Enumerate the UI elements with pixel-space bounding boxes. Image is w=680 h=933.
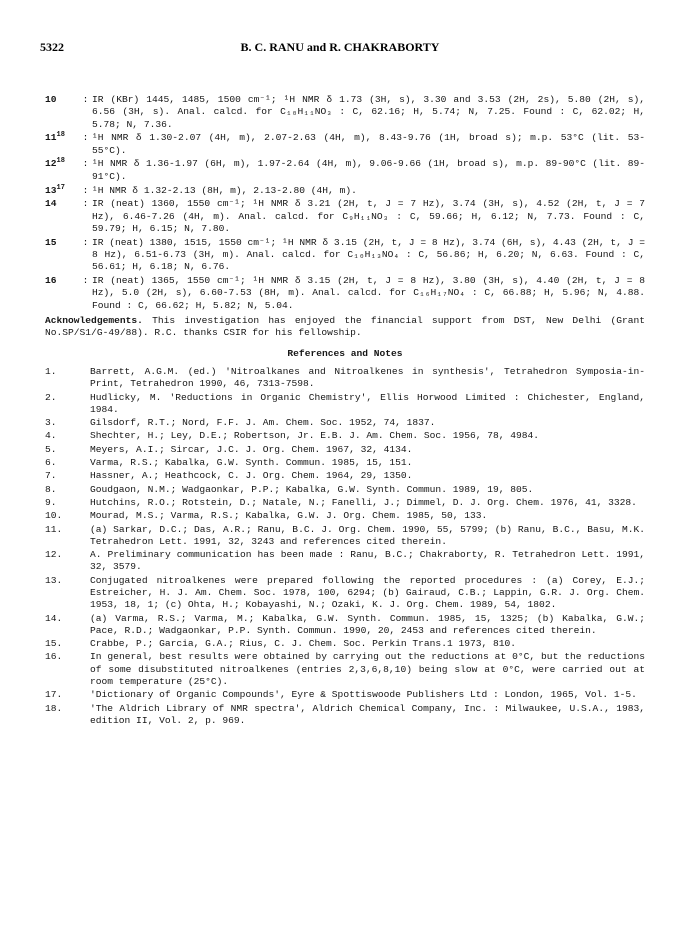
entry-colon: : bbox=[82, 184, 89, 196]
compound-number bbox=[45, 94, 79, 131]
page-content bbox=[45, 94, 645, 728]
references-heading: References and Notes bbox=[287, 347, 403, 359]
reference-item bbox=[45, 638, 645, 650]
reference-superscript: 17 bbox=[56, 183, 65, 192]
compound-number bbox=[45, 158, 79, 183]
reference-text: 'The Aldrich Library of NMR spectra', Aldrich Chemical Company, Inc. : Milwaukee, U.S.A., 1983, edition II, Vol. 2, p. 969. bbox=[90, 702, 645, 726]
reference-number: 11. bbox=[45, 523, 63, 535]
reference-text: A. Preliminary communication has been made : Ranu, B.C.; Chakraborty, R. Tetrahedron Lett. 1991, 32, 3579. bbox=[90, 549, 645, 573]
compound-number bbox=[45, 185, 79, 197]
compound-spectral-data: ¹H NMR δ 1.30-2.07 (4H, m), 2.07-2.63 (4H, m), 8.43-9.76 (1H, broad s); m.p. 53°C (lit. 53-55°C). bbox=[92, 132, 645, 156]
entry-colon: : bbox=[82, 132, 89, 144]
reference-text: 'Dictionary of Organic Compounds', Eyre & Spottiswoode Publishers Ltd : London, 1965, Vol. 1-5. bbox=[90, 689, 637, 701]
compound-entry bbox=[45, 132, 645, 157]
reference-number: 18. bbox=[45, 702, 63, 714]
reference-item bbox=[45, 470, 645, 482]
reference-item bbox=[45, 575, 645, 612]
entry-colon: : bbox=[82, 198, 89, 210]
reference-item bbox=[45, 484, 645, 496]
reference-number: 15. bbox=[45, 638, 63, 650]
acknowledgements-label: Acknowledgements. bbox=[45, 315, 143, 327]
acknowledgements-text: This investigation has enjoyed the financial support from DST, New Delhi (Grant No.SP/S1/G-49/88). R.C. thanks CSIR for his fellowship. bbox=[45, 315, 645, 339]
entry-colon: : bbox=[82, 275, 89, 287]
reference-text: Hutchins, R.O.; Rotstein, D.; Natale, N.; Fanelli, J.; Dimmel, D. J. Org. Chem. 1976, 41, 3328. bbox=[90, 496, 637, 508]
reference-item bbox=[45, 524, 645, 549]
reference-number: 17. bbox=[45, 689, 63, 701]
reference-number: 16. bbox=[45, 651, 63, 663]
compound-entry bbox=[45, 94, 645, 131]
reference-item bbox=[45, 689, 645, 701]
compound-number bbox=[45, 237, 79, 274]
compound-spectral-data: IR (KBr) 1445, 1485, 1500 cm⁻¹; ¹H NMR δ 1.73 (3H, s), 3.30 and 3.53 (2H, 2s), 5.80 (2H, s), 6.56 (3H, s). Anal. calcd. for C₁₀H₁₁NO₃ : C, 62.16; H, 5.74; N, 7.25. Found : C, 62.02; H, 5.78; N, 7.36. bbox=[92, 94, 645, 130]
reference-text: Meyers, A.I.; Sircar, J.C. J. Org. Chem. 1967, 32, 4134. bbox=[90, 443, 413, 455]
entry-colon: : bbox=[82, 94, 89, 105]
reference-text: Hudlicky, M. 'Reductions in Organic Chemistry', Ellis Horwood Limited : Chichester, England, 1984. bbox=[90, 391, 645, 415]
reference-item bbox=[45, 392, 645, 417]
reference-number: 1. bbox=[45, 365, 57, 377]
reference-item bbox=[45, 703, 645, 728]
reference-item bbox=[45, 497, 645, 509]
entry-colon: : bbox=[82, 236, 89, 248]
compound-spectral-data: IR (neat) 1380, 1515, 1550 cm⁻¹; ¹H NMR δ 3.15 (2H, t, J = 8 Hz), 3.74 (6H, s), 4.43 (2H, t, J = 8 Hz), 6.51-6.73 (3H, m). Anal. calcd. for C₁₀H₁₃NO₄ : C, 56.86; H, 6.20; N, 6.63. Found : C, 56.61; H, 6.18; N, 6.76. bbox=[92, 236, 645, 273]
reference-number: 4. bbox=[45, 430, 57, 442]
compound-entry bbox=[45, 158, 645, 183]
reference-item bbox=[45, 366, 645, 391]
reference-text: In general, best results were obtained by carrying out the reductions at 0°C, but the reductions of some disubstituted nitroalkenes (entries 2,3,6,8,10) being slow at 0°C, were carried out at room temperature (25°C). bbox=[90, 651, 645, 688]
page-number: 5322 bbox=[40, 40, 64, 54]
compound-spectral-data: ¹H NMR δ 1.36-1.97 (6H, m), 1.97-2.64 (4H, m), 9.06-9.66 (1H, broad s), m.p. 89-90°C (lit. 89-91°C). bbox=[92, 158, 645, 182]
compound-spectral-data: IR (neat) 1360, 1550 cm⁻¹; ¹H NMR δ 3.21 (2H, t, J = 7 Hz), 3.74 (3H, s), 4.52 (2H, t, J = 7 Hz), 6.46-7.26 (4H, m). Anal. calcd. for C₉H₁₁NO₃ : C, 59.66; H, 6.12; N, 7.73. Found : C, 59.79; H, 6.15; N, 7.80. bbox=[92, 198, 645, 234]
compound-entry bbox=[45, 185, 645, 197]
reference-number: 9. bbox=[45, 496, 57, 508]
reference-number: 7. bbox=[45, 470, 57, 482]
compound-number bbox=[45, 132, 79, 157]
acknowledgements bbox=[45, 315, 645, 340]
compound-number-text: 12 bbox=[45, 158, 57, 170]
reference-text: Crabbe, P.; Garcia, G.A.; Rius, C. J. Chem. Soc. Perkin Trans.1 1973, 810. bbox=[90, 638, 517, 650]
compound-spectral-data: ¹H NMR δ 1.32-2.13 (8H, m), 2.13-2.80 (4H, m). bbox=[92, 184, 357, 196]
reference-number: 6. bbox=[45, 457, 57, 469]
compound-data-list bbox=[45, 94, 645, 312]
reference-number: 8. bbox=[45, 483, 57, 495]
reference-number: 3. bbox=[45, 417, 57, 429]
reference-text: Hassner, A.; Heathcock, C. J. Org. Chem. 1964, 29, 1350. bbox=[90, 470, 413, 482]
compound-entry bbox=[45, 275, 645, 312]
reference-item bbox=[45, 613, 645, 638]
reference-item bbox=[45, 417, 645, 429]
reference-text: (a) Varma, R.S.; Varma, M.; Kabalka, G.W. Synth. Commun. 1985, 15, 1325; (b) Kabalka, G.W.; Pace, R.D.; Wadgaonkar, P.P. Synth. Commun. 1990, 20, 2453 and references cited therein. bbox=[90, 612, 645, 636]
compound-number bbox=[45, 198, 79, 235]
reference-text: Gilsdorf, R.T.; Nord, F.F. J. Am. Chem. Soc. 1952, 74, 1837. bbox=[90, 417, 436, 429]
running-head: B. C. RANU and R. CHAKRABORTY bbox=[240, 40, 440, 54]
reference-text: Conjugated nitroalkenes were prepared following the reported procedures : (a) Corey, E.J.; Estreicher, H. J. Am. Chem. Soc. 1978, 100, 6294; (b) Gairaud, C.B.; Lappin, G.R. J. Org. Chem. 1953, 18, 1; (c) Ohta, H.; Kobayashi, N.; Ozaki, K. J. Org. Chem. 1989, 54, 1802. bbox=[90, 574, 645, 611]
reference-item bbox=[45, 457, 645, 469]
compound-number-text: 10 bbox=[45, 94, 57, 105]
compound-number bbox=[45, 275, 79, 312]
reference-number: 5. bbox=[45, 443, 57, 455]
reference-number: 12. bbox=[45, 549, 63, 561]
reference-number: 2. bbox=[45, 391, 57, 403]
compound-number-text: 15 bbox=[45, 236, 57, 248]
reference-item bbox=[45, 430, 645, 442]
compound-entry bbox=[45, 237, 645, 274]
reference-item bbox=[45, 549, 645, 574]
reference-number: 10. bbox=[45, 510, 63, 522]
reference-item bbox=[45, 444, 645, 456]
compound-number-text: 16 bbox=[45, 275, 57, 287]
reference-superscript: 18 bbox=[56, 131, 65, 140]
reference-text: Shechter, H.; Ley, D.E.; Robertson, Jr. E.B. J. Am. Chem. Soc. 1956, 78, 4984. bbox=[90, 430, 540, 442]
reference-number: 14. bbox=[45, 612, 63, 624]
reference-text: Varma, R.S.; Kabalka, G.W. Synth. Commun. 1985, 15, 151. bbox=[90, 457, 413, 469]
reference-number: 13. bbox=[45, 574, 63, 586]
compound-entry bbox=[45, 198, 645, 235]
compound-number-text: 14 bbox=[45, 198, 57, 210]
reference-text: Barrett, A.G.M. (ed.) 'Nitroalkanes and Nitroalkenes in synthesis', Tetrahedron Symposia-in-Print, Tetrahedron 1990, 46, 7313-7598. bbox=[90, 365, 645, 390]
reference-text: (a) Sarkar, D.C.; Das, A.R.; Ranu, B.C. J. Org. Chem. 1990, 55, 5799; (b) Ranu, B.C., Basu, M.K. Tetrahedron Lett. 1991, 32, 3243 and references cited therein. bbox=[90, 523, 645, 547]
reference-superscript: 18 bbox=[56, 157, 65, 166]
reference-text: Goudgaon, N.M.; Wadgaonkar, P.P.; Kabalka, G.W. Synth. Commun. 1989, 19, 805. bbox=[90, 483, 534, 495]
reference-item bbox=[45, 651, 645, 688]
compound-number-text: 13 bbox=[45, 184, 57, 196]
entry-colon: : bbox=[82, 158, 89, 170]
reference-item bbox=[45, 510, 645, 522]
references-list bbox=[45, 366, 645, 727]
compound-number-text: 11 bbox=[45, 132, 57, 144]
reference-text: Mourad, M.S.; Varma, R.S.; Kabalka, G.W. J. Org. Chem. 1985, 50, 133. bbox=[90, 510, 488, 522]
compound-spectral-data: IR (neat) 1365, 1550 cm⁻¹; ¹H NMR δ 3.15 (2H, t, J = 8 Hz), 3.80 (3H, s), 4.40 (2H, t, J = 8 Hz), 5.0 (2H, s), 6.60-7.53 (8H, m). Anal. calcd. for C₁₆H₁₇NO₄ : C, 66.88; H, 5.96; N, 4.88. Found : C, 66.62; H, 5.82; N, 5.04. bbox=[92, 275, 645, 311]
